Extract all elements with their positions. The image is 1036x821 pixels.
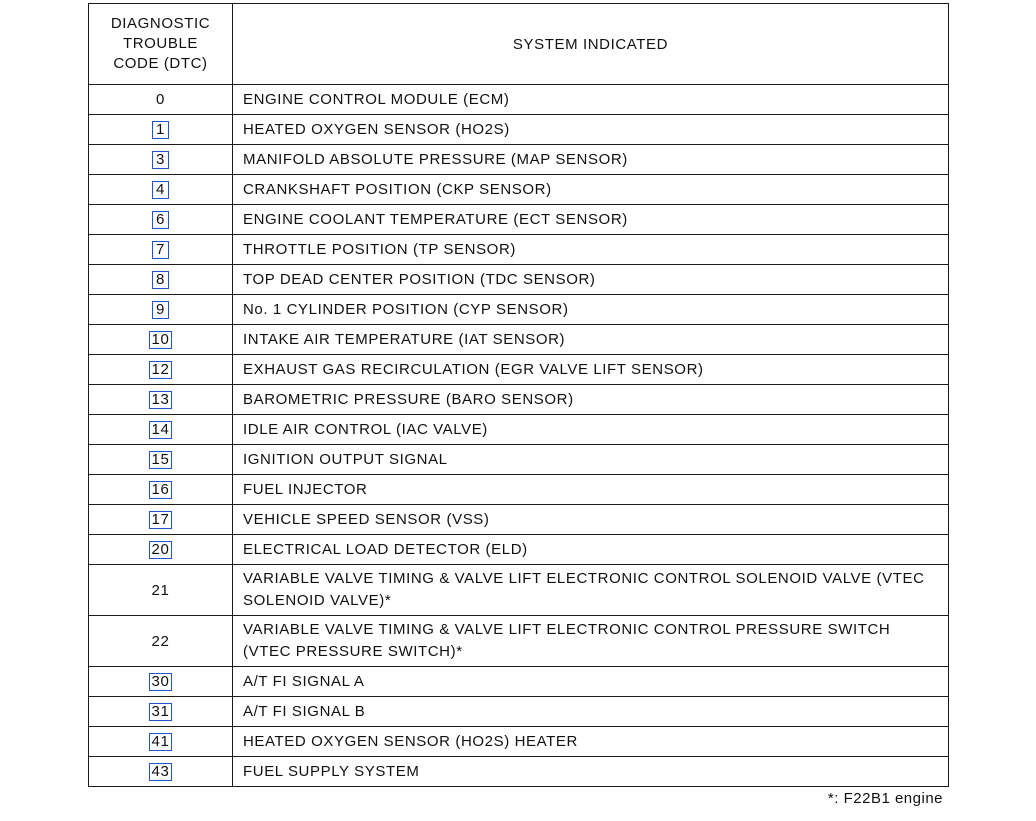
dtc-code-boxed: 30 [149, 673, 173, 691]
table-row [89, 205, 949, 235]
system-description: ELECTRICAL LOAD DETECTOR (ELD) [233, 535, 949, 565]
system-description: FUEL INJECTOR [233, 475, 949, 505]
dtc-code-cell [89, 325, 233, 355]
system-description: THROTTLE POSITION (TP SENSOR) [233, 235, 949, 265]
table-row [89, 697, 949, 727]
table-row [89, 175, 949, 205]
dtc-code-cell [89, 205, 233, 235]
dtc-code-cell [89, 85, 233, 115]
system-description: TOP DEAD CENTER POSITION (TDC SENSOR) [233, 265, 949, 295]
table-row [89, 727, 949, 757]
dtc-code-cell [89, 505, 233, 535]
header-code-line: TROUBLE [122, 35, 199, 52]
system-description: HEATED OXYGEN SENSOR (HO2S) [233, 115, 949, 145]
header-system: SYSTEM INDICATED [233, 4, 949, 85]
table-row [89, 85, 949, 115]
table-row [89, 505, 949, 535]
dtc-code-cell [89, 616, 233, 667]
dtc-code-boxed: 20 [149, 541, 173, 559]
system-description: VARIABLE VALVE TIMING & VALVE LIFT ELECTRONIC CONTROL SOLENOID VALVE (VTEC SOLENOID VALVE)* [233, 565, 949, 616]
table-row [89, 145, 949, 175]
dtc-code-boxed: 17 [149, 511, 173, 529]
dtc-code-boxed: 3 [152, 151, 169, 169]
dtc-code-cell [89, 355, 233, 385]
table-row [89, 355, 949, 385]
dtc-code-boxed: 7 [152, 241, 169, 259]
table-row [89, 475, 949, 505]
dtc-code-boxed: 12 [149, 361, 173, 379]
system-description: IGNITION OUTPUT SIGNAL [233, 445, 949, 475]
dtc-code-boxed: 9 [152, 301, 169, 319]
dtc-code-cell [89, 265, 233, 295]
system-description: A/T FI SIGNAL A [233, 667, 949, 697]
table-row [89, 535, 949, 565]
dtc-code-cell [89, 445, 233, 475]
dtc-code: 22 [151, 632, 170, 650]
table-row [89, 445, 949, 475]
system-description: VEHICLE SPEED SENSOR (VSS) [233, 505, 949, 535]
dtc-code-cell [89, 697, 233, 727]
dtc-code-boxed: 1 [152, 121, 169, 139]
dtc-code-cell [89, 565, 233, 616]
table-row [89, 115, 949, 145]
footnote: *: F22B1 engine [827, 790, 943, 807]
table-row [89, 295, 949, 325]
table-row [89, 565, 949, 616]
dtc-code-cell [89, 115, 233, 145]
system-description: FUEL SUPPLY SYSTEM [233, 757, 949, 787]
system-description: VARIABLE VALVE TIMING & VALVE LIFT ELECTRONIC CONTROL PRESSURE SWITCH (VTEC PRESSURE SWITCH)* [233, 616, 949, 667]
system-description: No. 1 CYLINDER POSITION (CYP SENSOR) [233, 295, 949, 325]
table-row [89, 265, 949, 295]
system-description: A/T FI SIGNAL B [233, 697, 949, 727]
dtc-code-boxed: 14 [149, 421, 173, 439]
table-row [89, 325, 949, 355]
system-description: IDLE AIR CONTROL (IAC VALVE) [233, 415, 949, 445]
header-row [89, 4, 949, 85]
table-row [89, 757, 949, 787]
dtc-code-cell [89, 475, 233, 505]
dtc-code-boxed: 8 [152, 271, 169, 289]
dtc-code: 21 [151, 581, 170, 599]
table-row [89, 616, 949, 667]
dtc-code-cell [89, 757, 233, 787]
dtc-code-cell [89, 235, 233, 265]
dtc-code-boxed: 10 [149, 331, 173, 349]
system-description: HEATED OXYGEN SENSOR (HO2S) HEATER [233, 727, 949, 757]
system-description: ENGINE CONTROL MODULE (ECM) [233, 85, 949, 115]
header-code [89, 4, 233, 85]
header-code-line: CODE (DTC) [113, 55, 208, 72]
system-description: CRANKSHAFT POSITION (CKP SENSOR) [233, 175, 949, 205]
system-description: MANIFOLD ABSOLUTE PRESSURE (MAP SENSOR) [233, 145, 949, 175]
dtc-code-cell [89, 535, 233, 565]
system-description: ENGINE COOLANT TEMPERATURE (ECT SENSOR) [233, 205, 949, 235]
dtc-code-boxed: 15 [149, 451, 173, 469]
dtc-code-boxed: 6 [152, 211, 169, 229]
dtc-code-boxed: 41 [149, 733, 173, 751]
table-row [89, 385, 949, 415]
dtc-code-boxed: 16 [149, 481, 173, 499]
dtc-code-boxed: 13 [149, 391, 173, 409]
system-description: EXHAUST GAS RECIRCULATION (EGR VALVE LIFT SENSOR) [233, 355, 949, 385]
dtc-code-boxed: 4 [152, 181, 169, 199]
dtc-code-cell [89, 415, 233, 445]
system-description: BAROMETRIC PRESSURE (BARO SENSOR) [233, 385, 949, 415]
dtc-code-boxed: 43 [149, 763, 173, 781]
dtc-code-cell [89, 295, 233, 325]
dtc-code-cell [89, 385, 233, 415]
table-row [89, 415, 949, 445]
table-row [89, 235, 949, 265]
dtc-code-cell [89, 667, 233, 697]
dtc-code: 0 [156, 91, 165, 108]
dtc-table-body [89, 85, 949, 787]
system-description: INTAKE AIR TEMPERATURE (IAT SENSOR) [233, 325, 949, 355]
dtc-code-boxed: 31 [149, 703, 173, 721]
dtc-code-cell [89, 175, 233, 205]
dtc-code-cell [89, 145, 233, 175]
dtc-code-cell [89, 727, 233, 757]
dtc-table [88, 3, 949, 787]
table-row [89, 667, 949, 697]
header-code-line: DIAGNOSTIC [110, 15, 211, 32]
